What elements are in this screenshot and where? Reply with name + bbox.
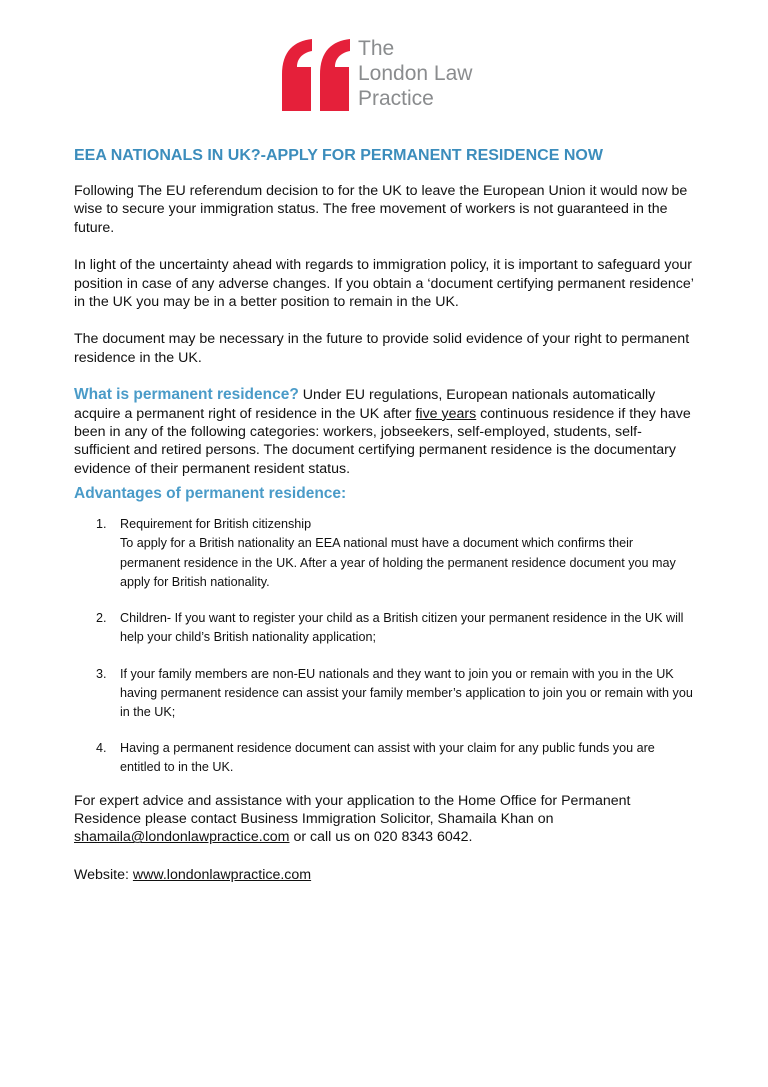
email-link[interactable]: shamaila@londonlawpractice.com xyxy=(74,829,290,846)
advantages-list xyxy=(74,515,694,777)
contact-phone-text: or call us on 020 8343 6042. xyxy=(289,829,473,846)
what-is-text-after: continuous residence if they have been in any of the following categories: workers, jobseekers, self-employed, students, self-sufficient and retired persons. The document certifying permanent residence is the documentary evidence of their permanent resident status. xyxy=(74,405,691,477)
what-is-text-before: Under EU regulations, European nationals automatically acquire a permanent right of residence in the UK after xyxy=(74,387,656,422)
list-item-text: To apply for a British nationality an EEA national must have a document which confirms their permanent residence in the UK. After a year of holding the permanent residence document you may apply for British nationality. xyxy=(120,536,676,589)
what-is-paragraph xyxy=(74,386,694,478)
list-number: 4. xyxy=(96,741,107,756)
logo-wordmark xyxy=(358,36,472,111)
evidence-paragraph: The document may be necessary in the future to provide solid evidence of your right to permanent residence in the UK. xyxy=(74,331,690,366)
list-item xyxy=(74,515,694,592)
uncertainty-paragraph: In light of the uncertainty ahead with regards to immigration policy, it is important to safeguard your position in case of any adverse changes. If you obtain a ‘document certifying permanent residence’ in the UK you may be in a better position to remain in the UK. xyxy=(74,257,694,311)
contact-text: For expert advice and assistance with your application to the Home Office for Permanent Residence please contact Business Immigration Solicitor, Shamaila Khan on xyxy=(74,792,631,827)
logo-line-2: London Law xyxy=(358,62,473,85)
list-item xyxy=(74,739,694,777)
five-years-underlined: five years xyxy=(415,405,477,422)
intro-paragraph: Following The EU referendum decision to for the UK to leave the European Union it would now be wise to secure your immigration status. The free movement of workers is not guaranteed in the future. xyxy=(74,183,688,236)
list-item-text: Children- If you want to register your child as a British citizen your permanent residence in the UK will help your child’s British nationality application; xyxy=(120,611,684,645)
list-number: 3. xyxy=(96,666,107,681)
list-item-text: Having a permanent residence document can assist with your claim for any public funds you are entitled to in the UK. xyxy=(120,741,655,775)
website-label: Website: xyxy=(74,866,133,883)
logo-line-3: Practice xyxy=(358,87,434,110)
quote-mark-logo-icon xyxy=(278,37,352,113)
list-number: 1. xyxy=(96,517,107,532)
list-number: 2. xyxy=(96,611,107,626)
list-item-title: Requirement for British citizenship xyxy=(120,517,312,532)
list-item xyxy=(74,609,694,647)
document-title: EEA NATIONALS IN UK?-APPLY FOR PERMANENT RESIDENCE NOW xyxy=(74,147,603,164)
list-item-text: If your family members are non-EU nationals and they want to join you or remain with you in the UK having permanent residence can assist your family member’s application to join you or remain with you in the UK; xyxy=(120,666,693,719)
logo-line-1: The xyxy=(358,37,395,60)
website-link[interactable]: www.londonlawpractice.com xyxy=(132,866,312,883)
website-paragraph xyxy=(74,866,694,884)
document-body xyxy=(74,147,694,903)
what-is-heading: What is permanent residence? xyxy=(74,386,299,404)
advantages-heading: Advantages of permanent residence: xyxy=(74,485,347,503)
list-item xyxy=(74,665,694,723)
contact-paragraph xyxy=(74,792,694,847)
